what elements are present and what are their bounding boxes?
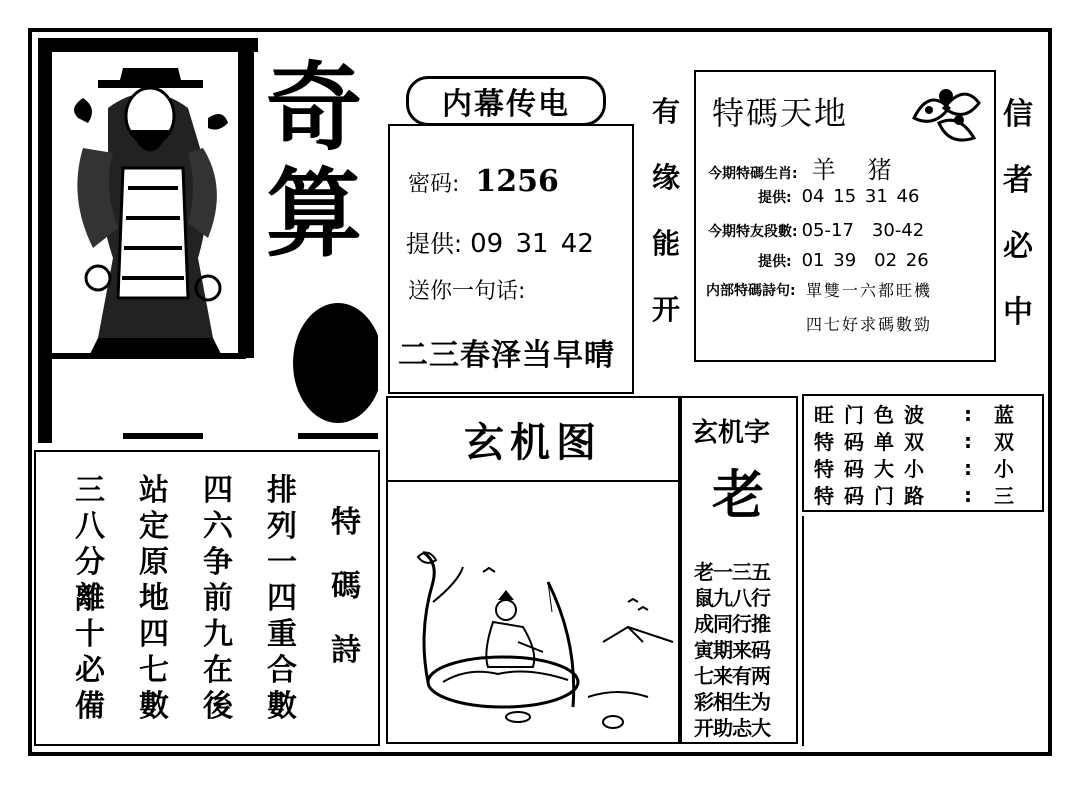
stats-sep: : xyxy=(964,455,972,480)
password-value: 1256 xyxy=(475,164,559,199)
zodiac-row xyxy=(708,150,896,185)
stats-label: 旺门色波 xyxy=(814,403,934,427)
poem-title-column xyxy=(326,505,366,668)
stats-value: 双 xyxy=(994,430,1014,454)
temadi-provide1-label: 提供: xyxy=(758,190,792,206)
temadi-provide2-row xyxy=(758,246,929,272)
poem-title-char: 詩 xyxy=(331,633,361,668)
segment-label: 今期特友段數: xyxy=(708,224,798,240)
stats-row xyxy=(814,427,1032,454)
stats-label: 特码单双 xyxy=(814,430,934,454)
poem-char: 前 xyxy=(203,581,233,616)
youyuan-char: 缘 xyxy=(651,161,680,194)
stats-value: 小 xyxy=(994,457,1014,481)
poem-char: 離 xyxy=(75,581,105,616)
xuanjizi-line: 开助忐大 xyxy=(694,716,770,740)
segment-row xyxy=(708,216,924,242)
poem-char: 必 xyxy=(75,653,105,688)
stats-panel xyxy=(802,394,1044,512)
poem-char: 四 xyxy=(267,581,297,616)
xuanjizi-char: 老 xyxy=(712,466,765,526)
segment-value: 05-17 30-42 xyxy=(801,220,925,241)
poem-column-3 xyxy=(198,473,238,728)
neimu-title-box xyxy=(406,76,606,126)
stats-label: 特码大小 xyxy=(814,457,934,481)
leaf-ornament-icon xyxy=(904,78,984,148)
xinzhe-char: 必 xyxy=(1003,229,1033,264)
poem-char: 分 xyxy=(75,545,105,580)
xuanjitu-image-box xyxy=(386,480,680,744)
big-title-char-2: 算 xyxy=(266,157,362,270)
temadi-provide2-value: 01 39 02 26 xyxy=(801,250,929,271)
poem-title-char: 特 xyxy=(331,505,361,540)
phrase-label: 送你一句话: xyxy=(408,279,526,304)
xinzhe-column xyxy=(1000,97,1036,330)
poem-char: 站 xyxy=(139,473,169,508)
poem-char: 六 xyxy=(203,509,233,544)
xuanjizi-line: 七来有两 xyxy=(694,664,770,688)
poem-char: 一 xyxy=(267,545,297,580)
neimu-provide-row xyxy=(406,224,594,259)
youyuan-char: 开 xyxy=(651,293,680,326)
xuanjizi-lines xyxy=(694,556,794,738)
poem-char: 十 xyxy=(75,617,105,652)
neimu-title: 内幕传电 xyxy=(442,87,570,122)
poem-char: 七 xyxy=(139,653,169,688)
xuanjizi-line: 彩相生为 xyxy=(694,690,770,714)
poem-char: 數 xyxy=(267,689,297,724)
poem-char: 九 xyxy=(203,617,233,652)
password-row xyxy=(408,164,559,199)
xinzhe-char: 信 xyxy=(1003,97,1033,132)
poem-char: 在 xyxy=(203,653,233,688)
deity-art-panel xyxy=(38,38,378,443)
stats-sep: : xyxy=(964,482,972,507)
poem-column-2 xyxy=(134,473,174,728)
poem-line-2: 四七好求碼數勁 xyxy=(806,315,933,334)
xuanjizi-line: 老一三五 xyxy=(694,560,770,584)
xuanjizi-line: 成同行推 xyxy=(694,612,770,636)
poem-char: 數 xyxy=(139,689,169,724)
temadi-provide2-label: 提供: xyxy=(758,254,792,270)
stats-value: 三 xyxy=(994,484,1014,508)
poem-char: 三 xyxy=(75,473,105,508)
poem-char: 四 xyxy=(139,617,169,652)
xuanjitu-title: 玄机图 xyxy=(464,419,602,466)
xinzhe-char: 者 xyxy=(1003,163,1033,198)
empty-panel xyxy=(802,516,1050,746)
poem-char: 備 xyxy=(75,689,105,724)
poem-column-4 xyxy=(262,473,302,728)
xuanjitu-title-box xyxy=(386,396,680,482)
big-title-char-1: 奇 xyxy=(266,51,362,164)
stats-sep: : xyxy=(964,428,972,453)
poem-char: 重 xyxy=(267,617,297,652)
poem-char: 八 xyxy=(75,509,105,544)
youyuan-column xyxy=(648,95,684,326)
xuanjizi-line: 寅期来码 xyxy=(694,638,770,662)
stats-sep: : xyxy=(964,401,972,426)
poem-char: 争 xyxy=(203,545,233,580)
stats-value: 蓝 xyxy=(994,403,1014,427)
temadi-title: 特碼天地 xyxy=(712,94,849,132)
xuanjizi-line: 鼠九八行 xyxy=(694,586,770,610)
poem-char: 合 xyxy=(267,653,297,688)
poem-char: 列 xyxy=(267,509,297,544)
stats-row xyxy=(814,400,1032,427)
poem-char: 排 xyxy=(267,473,297,508)
poem-char: 定 xyxy=(139,509,169,544)
phrase-text: 二三春泽当早晴 xyxy=(398,338,615,373)
poem-grid xyxy=(70,473,302,728)
stats-row xyxy=(814,454,1032,481)
neimu-provide-label: 提供: xyxy=(406,230,463,258)
temadi-provide1-value: 04 15 31 46 xyxy=(801,186,920,207)
password-label: 密码: xyxy=(408,172,460,197)
temadi-provide1-row xyxy=(758,186,919,207)
stats-label: 特码门路 xyxy=(814,484,934,508)
poem-line-1: 單雙一六都旺機 xyxy=(806,281,933,300)
poem-title-char: 碼 xyxy=(331,569,361,604)
scholar-fishing-illustration xyxy=(388,482,678,742)
zodiac-value: 羊 猪 xyxy=(811,156,896,184)
youyuan-char: 能 xyxy=(651,227,680,260)
poem-char: 原 xyxy=(139,545,169,580)
poem-column-1 xyxy=(70,473,110,728)
poem-char: 後 xyxy=(203,689,233,724)
poem-char: 地 xyxy=(139,581,169,616)
poem-char: 四 xyxy=(203,473,233,508)
poem-label: 内部特碼詩句: xyxy=(706,283,796,299)
xinzhe-char: 中 xyxy=(1003,295,1033,330)
zodiac-label: 今期特碼生肖: xyxy=(708,166,798,182)
xuanjizi-title: 玄机字 xyxy=(692,418,771,448)
neimu-provide-value: 09 31 42 xyxy=(470,229,594,259)
stats-row xyxy=(814,481,1032,508)
youyuan-char: 有 xyxy=(651,95,680,128)
